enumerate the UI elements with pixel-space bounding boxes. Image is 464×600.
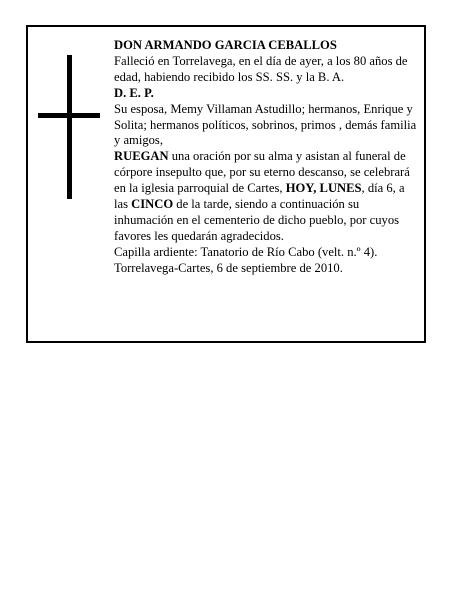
death-announcement: Falleció en Torrelavega, en el día de ayer, a los 80 años de edad, habiendo recibido los SS. SS. y la B. A. xyxy=(114,53,408,84)
deceased-name: DON ARMANDO GARCIA CEBALLOS xyxy=(114,38,337,52)
place-date-line: Torrelavega-Cartes, 6 de septiembre de 2010. xyxy=(114,260,343,275)
cross-horizontal-bar xyxy=(38,113,100,118)
cross-vertical-bar xyxy=(67,55,72,199)
ruegan-word: RUEGAN xyxy=(114,149,169,164)
lunes-word: LUNES xyxy=(319,181,362,196)
obituary-notice xyxy=(26,25,426,343)
hoy-word: HOY, xyxy=(285,181,317,196)
request-text-2: , día 6, a las xyxy=(114,181,405,212)
funeral-request xyxy=(114,149,420,244)
cross-icon xyxy=(38,55,100,199)
notice-text xyxy=(114,38,420,277)
cinco-word: CINCO xyxy=(131,197,174,212)
dep-line: D. E. P. xyxy=(114,85,154,100)
family-line: Su esposa, Memy Villaman Astudillo; hermanos, Enrique y Solita; hermanos políticos, sobrinos, primos , demás familia y amigos, xyxy=(114,101,417,148)
request-text-1: una oración por su alma y asistan al funeral de córpore insepulto que, por su eterno descanso, se celebrará en la iglesia parroquial de Cartes, xyxy=(114,149,410,196)
chapel-line: Capilla ardiente: Tanatorio de Río Cabo (velt. n.º 4). xyxy=(114,244,378,259)
request-text-3: de la tarde, siendo a continuación su inhumación en el cementerio de dicho pueblo, por cuyos favores les quedarán agradecidos. xyxy=(114,197,400,243)
